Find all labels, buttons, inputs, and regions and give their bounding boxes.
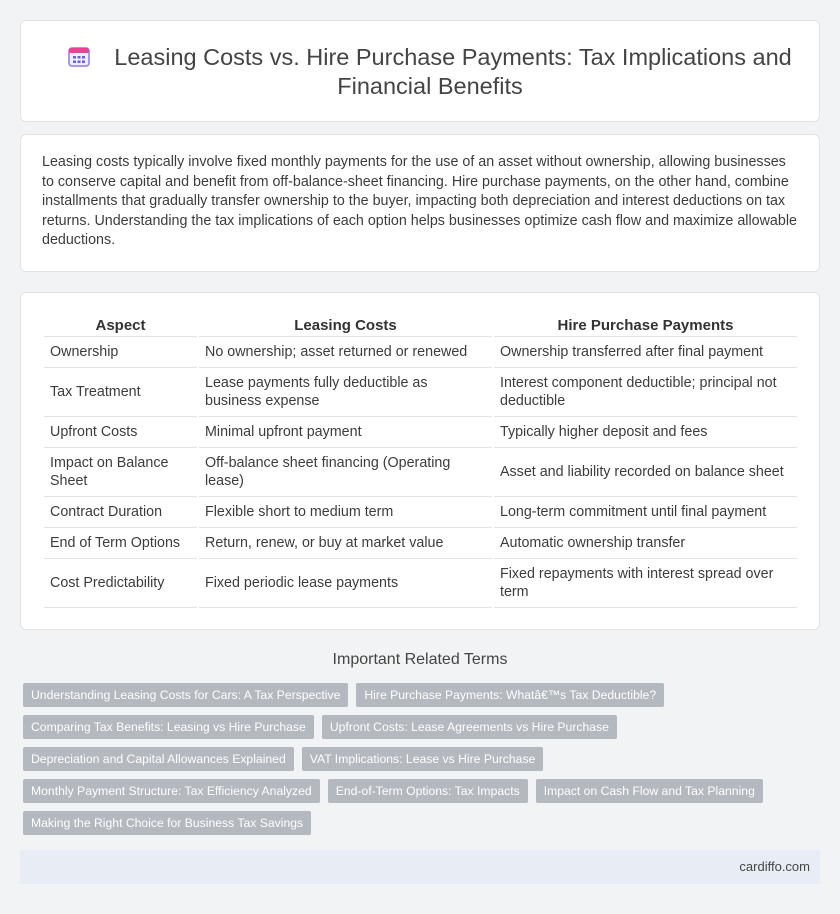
cell-hire-purchase: Asset and liability recorded on balance sheet [494, 448, 797, 497]
cell-leasing: Minimal upfront payment [199, 417, 492, 448]
comparison-table-card [20, 292, 820, 630]
cell-leasing: Off-balance sheet financing (Operating lease) [199, 448, 492, 497]
related-term-link[interactable]: Comparing Tax Benefits: Leasing vs Hire Purchase [23, 715, 314, 739]
related-term-link[interactable]: Monthly Payment Structure: Tax Efficiency Analyzed [23, 779, 320, 803]
cell-aspect: Ownership [44, 337, 197, 368]
page-title-text: Leasing Costs vs. Hire Purchase Payments: Tax Implications and Financial Benefits [114, 44, 792, 99]
cell-hire-purchase: Typically higher deposit and fees [494, 417, 797, 448]
related-term-link[interactable]: Making the Right Choice for Business Tax Savings [23, 811, 311, 835]
comparison-table [42, 315, 799, 608]
cell-aspect: Cost Predictability [44, 559, 197, 608]
related-term-link[interactable]: Understanding Leasing Costs for Cars: A Tax Perspective [23, 683, 348, 707]
related-term-link[interactable]: VAT Implications: Lease vs Hire Purchase [302, 747, 544, 771]
related-term-link[interactable]: Depreciation and Capital Allowances Explained [23, 747, 294, 771]
related-terms-title: Important Related Terms [332, 651, 508, 668]
header-leasing-costs: Leasing Costs [199, 315, 492, 337]
table-row [44, 448, 797, 497]
cell-hire-purchase: Ownership transferred after final payment [494, 337, 797, 368]
header-card [20, 20, 820, 122]
related-term-link[interactable]: Hire Purchase Payments: Whatâ€™s Tax Deductible? [356, 683, 664, 707]
cell-aspect: End of Term Options [44, 528, 197, 559]
cell-leasing: No ownership; asset returned or renewed [199, 337, 492, 368]
footer [20, 850, 820, 884]
header-hire-purchase: Hire Purchase Payments [494, 315, 797, 337]
cell-leasing: Flexible short to medium term [199, 497, 492, 528]
table-row [44, 368, 797, 417]
table-row [44, 528, 797, 559]
table-row [44, 417, 797, 448]
cell-hire-purchase: Fixed repayments with interest spread over term [494, 559, 797, 608]
table-row [44, 497, 797, 528]
cell-hire-purchase: Long-term commitment until final payment [494, 497, 797, 528]
cell-leasing: Lease payments fully deductible as business expense [199, 368, 492, 417]
calendar-icon [68, 45, 90, 67]
cell-aspect: Impact on Balance Sheet [44, 448, 197, 497]
related-terms-list [23, 683, 803, 835]
intro-paragraph: Leasing costs typically involve fixed monthly payments for the use of an asset without ownership, allowing businesses to conserve capital and benefit from off-balance-sheet financing. Hire purchase payments, on the other hand, combine installments that gradually transfer ownership to the buyer, impacting both depreciation and interest deductions on tax returns. Understanding the tax implications of each option helps businesses optimize cash flow and maximize allowable deductions. [42, 154, 797, 249]
related-term-link[interactable]: Impact on Cash Flow and Tax Planning [536, 779, 763, 803]
cell-aspect: Contract Duration [44, 497, 197, 528]
page-title [61, 43, 799, 101]
cell-hire-purchase: Automatic ownership transfer [494, 528, 797, 559]
cell-aspect: Tax Treatment [44, 368, 197, 417]
cell-leasing: Fixed periodic lease payments [199, 559, 492, 608]
intro-card [20, 134, 820, 272]
header-aspect: Aspect [44, 315, 197, 337]
related-term-link[interactable]: Upfront Costs: Lease Agreements vs Hire Purchase [322, 715, 617, 739]
related-term-link[interactable]: End-of-Term Options: Tax Impacts [328, 779, 528, 803]
cell-aspect: Upfront Costs [44, 417, 197, 448]
footer-site-name[interactable]: cardiffo.com [739, 859, 810, 874]
table-header-row [44, 315, 797, 337]
cell-leasing: Return, renew, or buy at market value [199, 528, 492, 559]
table-row [44, 337, 797, 368]
table-row [44, 559, 797, 608]
cell-hire-purchase: Interest component deductible; principal not deductible [494, 368, 797, 417]
